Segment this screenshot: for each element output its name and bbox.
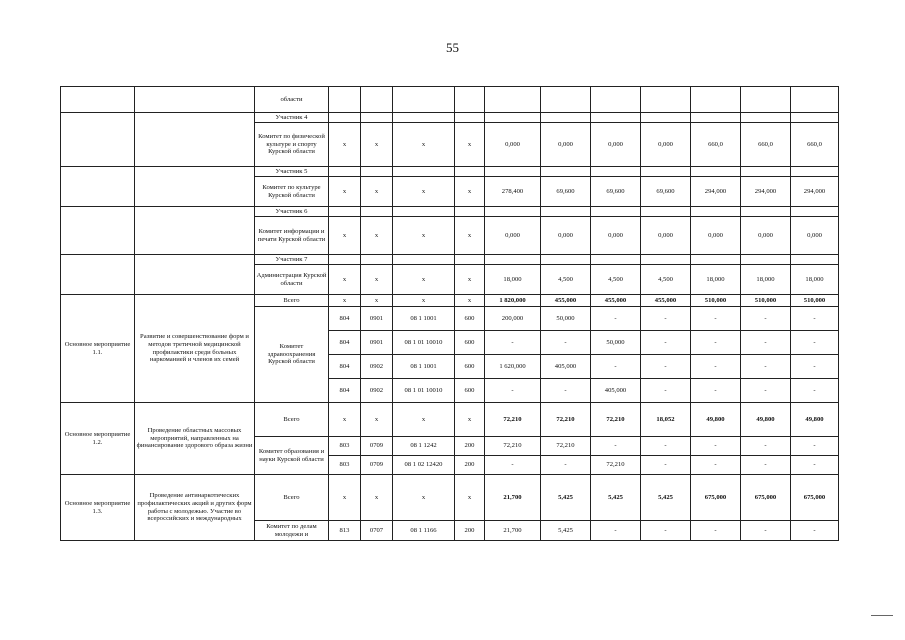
table-cell: - xyxy=(641,307,691,331)
table-cell xyxy=(741,207,791,217)
table-cell xyxy=(541,255,591,265)
table-cell: x xyxy=(361,403,393,437)
table-cell: - xyxy=(741,521,791,541)
table-cell: 5,425 xyxy=(541,475,591,521)
table-cell: - xyxy=(485,331,541,355)
table-cell xyxy=(591,87,641,113)
table-cell: 200 xyxy=(455,521,485,541)
table-cell: 0901 xyxy=(361,331,393,355)
table-cell: 69,600 xyxy=(641,177,691,207)
table-cell: 18,000 xyxy=(691,265,741,295)
table-cell: 4,500 xyxy=(591,265,641,295)
table-cell: 08 1 1001 xyxy=(393,355,455,379)
table-cell: 200 xyxy=(455,456,485,475)
table-cell xyxy=(791,167,839,177)
measure-title: Развитие и совершенствование форм и методов третичной медицинской профилактики среди больных наркоманией и членов их семей xyxy=(135,295,255,403)
table-cell: 0707 xyxy=(361,521,393,541)
table-cell: x xyxy=(361,265,393,295)
table-cell: 455,000 xyxy=(591,295,641,307)
table-cell: x xyxy=(329,295,361,307)
table-cell: 804 xyxy=(329,355,361,379)
table-cell xyxy=(485,167,541,177)
table-cell: - xyxy=(691,331,741,355)
table-row xyxy=(61,113,839,123)
table-cell: - xyxy=(541,379,591,403)
table-cell xyxy=(361,113,393,123)
table-cell: 294,000 xyxy=(691,177,741,207)
table-cell xyxy=(393,87,455,113)
table-cell xyxy=(393,167,455,177)
measure-kind: Основное мероприятие 1.2. xyxy=(61,403,135,475)
table-cell: 18,000 xyxy=(485,265,541,295)
table-cell: - xyxy=(791,307,839,331)
table-cell: 5,425 xyxy=(541,521,591,541)
table-cell: x xyxy=(393,217,455,255)
table-cell xyxy=(393,255,455,265)
table-cell: x xyxy=(329,403,361,437)
table-cell xyxy=(591,255,641,265)
table-body xyxy=(61,87,839,541)
table-cell xyxy=(691,207,741,217)
table-cell: 0902 xyxy=(361,355,393,379)
table-cell: x xyxy=(393,403,455,437)
table-cell: - xyxy=(691,307,741,331)
executor-cell: Комитет по физической культуре и спорту Курской области xyxy=(255,123,329,167)
page-edge-mark xyxy=(871,615,893,616)
table-cell: 0,000 xyxy=(691,217,741,255)
table-cell: 49,800 xyxy=(691,403,741,437)
table-cell: - xyxy=(591,437,641,456)
table-cell: 660,0 xyxy=(791,123,839,167)
table-cell xyxy=(135,255,255,295)
table-cell xyxy=(329,113,361,123)
table-cell: x xyxy=(393,265,455,295)
table-cell: x xyxy=(329,217,361,255)
table-cell: 72,210 xyxy=(591,456,641,475)
table-cell: 294,000 xyxy=(741,177,791,207)
measure-kind: Основное мероприятие 1.1. xyxy=(61,295,135,403)
table-cell: - xyxy=(691,379,741,403)
table-cell: x xyxy=(329,265,361,295)
table-cell: 72,210 xyxy=(541,403,591,437)
table-cell: 0,000 xyxy=(741,217,791,255)
table-cell: - xyxy=(691,521,741,541)
table-cell xyxy=(455,207,485,217)
table-cell: 660,0 xyxy=(741,123,791,167)
table-cell: x xyxy=(329,123,361,167)
table-cell: 0,000 xyxy=(641,123,691,167)
table-cell xyxy=(541,207,591,217)
table-cell: 1 820,000 xyxy=(485,295,541,307)
participant-label: Участник 7 xyxy=(255,255,329,265)
table-cell xyxy=(485,207,541,217)
participant-label: Участник 4 xyxy=(255,113,329,123)
table-cell xyxy=(485,255,541,265)
table-cell: - xyxy=(641,379,691,403)
table-cell xyxy=(641,207,691,217)
table-cell: x xyxy=(455,123,485,167)
table-cell xyxy=(641,87,691,113)
executor-cell: области xyxy=(255,87,329,113)
table-cell: 0,000 xyxy=(591,123,641,167)
budget-table xyxy=(60,86,839,541)
executor-cell: Комитет по делам молодежи и xyxy=(255,521,329,541)
table-cell: 72,210 xyxy=(485,437,541,456)
table-cell xyxy=(135,87,255,113)
table-cell: x xyxy=(361,177,393,207)
table-cell xyxy=(361,255,393,265)
table-row xyxy=(61,403,839,437)
table-cell: 0709 xyxy=(361,437,393,456)
table-cell xyxy=(455,87,485,113)
table-cell xyxy=(541,167,591,177)
table-cell: - xyxy=(541,331,591,355)
table-cell: x xyxy=(455,177,485,207)
table-cell xyxy=(791,87,839,113)
measure-title: Проведение областных массовых мероприятий, направленных на финансирование здорового образа жизни xyxy=(135,403,255,475)
table-cell: 0,000 xyxy=(591,217,641,255)
measure-title: Проведение антинаркотических профилактических акций и других форм работы с молодежью. Участие во всероссийских и международных xyxy=(135,475,255,541)
table-cell: 455,000 xyxy=(641,295,691,307)
table-cell: - xyxy=(741,331,791,355)
table-row xyxy=(61,167,839,177)
table-cell: x xyxy=(361,217,393,255)
table-cell: 49,800 xyxy=(791,403,839,437)
table-cell: 660,0 xyxy=(691,123,741,167)
table-cell xyxy=(361,167,393,177)
table-cell: x xyxy=(361,123,393,167)
table-row xyxy=(61,475,839,521)
table-cell xyxy=(791,255,839,265)
table-cell: - xyxy=(591,521,641,541)
table-cell: x xyxy=(329,475,361,521)
table-cell xyxy=(541,113,591,123)
table-cell: 18,000 xyxy=(741,265,791,295)
table-cell: 0,000 xyxy=(791,217,839,255)
table-cell xyxy=(641,113,691,123)
table-cell: 0902 xyxy=(361,379,393,403)
participant-label: Участник 6 xyxy=(255,207,329,217)
table-cell: 803 xyxy=(329,437,361,456)
table-cell xyxy=(591,167,641,177)
page-number: 55 xyxy=(446,40,459,55)
table-cell: 0,000 xyxy=(541,217,591,255)
table-cell: - xyxy=(791,456,839,475)
table-cell xyxy=(741,87,791,113)
table-cell: 804 xyxy=(329,379,361,403)
table-cell: 08 1 02 12420 xyxy=(393,456,455,475)
table-cell: - xyxy=(641,521,691,541)
table-cell: 1 620,000 xyxy=(485,355,541,379)
table-cell: 0,000 xyxy=(641,217,691,255)
table-cell: 0901 xyxy=(361,307,393,331)
table-cell: 72,210 xyxy=(591,403,641,437)
table-cell: 18,052 xyxy=(641,403,691,437)
table-row xyxy=(61,295,839,307)
table-cell: x xyxy=(393,177,455,207)
executor-cell: Комитет по культуре Курской области xyxy=(255,177,329,207)
table-cell: x xyxy=(455,475,485,521)
table-cell xyxy=(61,207,135,255)
table-cell: 0,000 xyxy=(485,123,541,167)
table-cell: x xyxy=(455,295,485,307)
table-cell: 69,600 xyxy=(541,177,591,207)
table-cell: 49,800 xyxy=(741,403,791,437)
table-cell: x xyxy=(361,295,393,307)
table-cell xyxy=(485,113,541,123)
table-row xyxy=(61,87,839,113)
table-cell: 294,000 xyxy=(791,177,839,207)
table-row xyxy=(61,255,839,265)
table-cell: 278,400 xyxy=(485,177,541,207)
table-cell xyxy=(329,207,361,217)
table-cell: x xyxy=(393,475,455,521)
table-cell: - xyxy=(485,379,541,403)
table-cell: 600 xyxy=(455,355,485,379)
table-cell xyxy=(135,113,255,167)
table-cell xyxy=(741,113,791,123)
table-cell: 0709 xyxy=(361,456,393,475)
table-cell xyxy=(135,207,255,255)
table-cell: x xyxy=(455,403,485,437)
table-cell: - xyxy=(485,456,541,475)
table-cell: 600 xyxy=(455,307,485,331)
table-cell xyxy=(61,167,135,207)
total-label: Всего xyxy=(255,475,329,521)
table-cell: 21,700 xyxy=(485,475,541,521)
table-cell: 5,425 xyxy=(641,475,691,521)
table-cell: 0,000 xyxy=(541,123,591,167)
table-cell xyxy=(591,207,641,217)
table-cell xyxy=(691,113,741,123)
table-cell: - xyxy=(691,437,741,456)
table-cell: 455,000 xyxy=(541,295,591,307)
table-cell xyxy=(361,207,393,217)
table-cell: - xyxy=(541,456,591,475)
table-cell: 675,000 xyxy=(741,475,791,521)
table-cell: 50,000 xyxy=(541,307,591,331)
table-cell xyxy=(641,167,691,177)
table-cell: - xyxy=(591,307,641,331)
table-cell: 510,000 xyxy=(791,295,839,307)
table-cell: - xyxy=(741,437,791,456)
table-cell: - xyxy=(641,355,691,379)
table-cell xyxy=(791,207,839,217)
table-cell xyxy=(455,255,485,265)
table-cell: 804 xyxy=(329,331,361,355)
table-cell: 510,000 xyxy=(741,295,791,307)
table-cell: - xyxy=(641,331,691,355)
table-cell: 4,500 xyxy=(641,265,691,295)
table-cell: x xyxy=(393,295,455,307)
table-cell: 72,210 xyxy=(541,437,591,456)
table-cell xyxy=(455,167,485,177)
table-cell xyxy=(591,113,641,123)
executor-cell: Комитет здравоохранения Курской области xyxy=(255,307,329,403)
table-cell: - xyxy=(741,355,791,379)
table-cell: 804 xyxy=(329,307,361,331)
table-cell: 600 xyxy=(455,331,485,355)
table-cell: 5,425 xyxy=(591,475,641,521)
table-cell: - xyxy=(741,307,791,331)
table-cell: x xyxy=(361,475,393,521)
table-cell: 08 1 01 10010 xyxy=(393,379,455,403)
table-cell: 50,000 xyxy=(591,331,641,355)
table-cell xyxy=(135,167,255,207)
table-cell: 08 1 01 10010 xyxy=(393,331,455,355)
table-cell xyxy=(393,207,455,217)
table-cell xyxy=(61,113,135,167)
table-cell: - xyxy=(791,355,839,379)
table-cell xyxy=(329,167,361,177)
table-cell xyxy=(455,113,485,123)
participant-label: Участник 5 xyxy=(255,167,329,177)
table-cell: - xyxy=(791,379,839,403)
table-cell xyxy=(691,255,741,265)
table-cell: 405,000 xyxy=(541,355,591,379)
table-cell: 405,000 xyxy=(591,379,641,403)
table-cell xyxy=(61,255,135,295)
table-cell: 813 xyxy=(329,521,361,541)
table-row xyxy=(61,207,839,217)
measure-kind: Основное мероприятие 1.3. xyxy=(61,475,135,541)
table-cell: 4,500 xyxy=(541,265,591,295)
table-cell: 675,000 xyxy=(691,475,741,521)
table-cell: 200,000 xyxy=(485,307,541,331)
table-cell: - xyxy=(791,521,839,541)
total-label: Всего xyxy=(255,295,329,307)
table-cell xyxy=(691,87,741,113)
table-cell: 600 xyxy=(455,379,485,403)
table-cell: 510,000 xyxy=(691,295,741,307)
table-cell xyxy=(329,87,361,113)
table-cell xyxy=(485,87,541,113)
table-cell: - xyxy=(641,437,691,456)
table-cell: 08 1 1242 xyxy=(393,437,455,456)
table-cell: - xyxy=(641,456,691,475)
table-cell: x xyxy=(455,265,485,295)
table-cell: 69,600 xyxy=(591,177,641,207)
table-cell: - xyxy=(791,331,839,355)
table-cell: 18,000 xyxy=(791,265,839,295)
table-cell xyxy=(741,167,791,177)
table-cell: 0,000 xyxy=(485,217,541,255)
table-cell: - xyxy=(741,379,791,403)
table-cell: 675,000 xyxy=(791,475,839,521)
table-cell: 200 xyxy=(455,437,485,456)
table-cell: x xyxy=(329,177,361,207)
table-cell xyxy=(361,87,393,113)
total-label: Всего xyxy=(255,403,329,437)
table-cell xyxy=(741,255,791,265)
table-cell: - xyxy=(791,437,839,456)
table-cell xyxy=(541,87,591,113)
executor-cell: Комитет образования и науки Курской области xyxy=(255,437,329,475)
executor-cell: Комитет информации и печати Курской области xyxy=(255,217,329,255)
table-cell: 21,700 xyxy=(485,521,541,541)
table-cell: 72,210 xyxy=(485,403,541,437)
table-cell: x xyxy=(455,217,485,255)
table-cell: 08 1 1166 xyxy=(393,521,455,541)
table-cell: - xyxy=(591,355,641,379)
table-cell: 803 xyxy=(329,456,361,475)
table-cell: x xyxy=(393,123,455,167)
table-cell: - xyxy=(741,456,791,475)
table-cell: 08 1 1001 xyxy=(393,307,455,331)
table-cell xyxy=(641,255,691,265)
table-cell xyxy=(61,87,135,113)
table-cell xyxy=(691,167,741,177)
table-cell: - xyxy=(691,456,741,475)
table-cell xyxy=(393,113,455,123)
table-cell xyxy=(329,255,361,265)
table-cell: - xyxy=(691,355,741,379)
executor-cell: Администрация Курской области xyxy=(255,265,329,295)
table-cell xyxy=(791,113,839,123)
